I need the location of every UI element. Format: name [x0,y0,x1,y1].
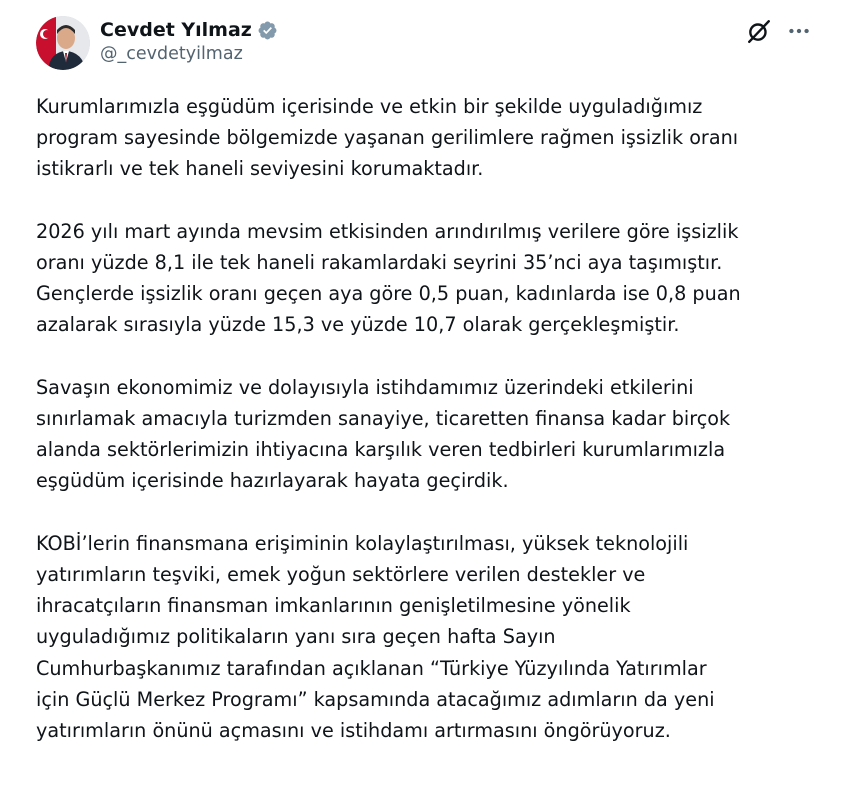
text-line: Savaşın ekonomimiz ve dolayısıyla istihdamımız üzerindeki etkilerini [36,375,694,399]
tweet-paragraph [36,528,816,746]
tweet-paragraph [36,91,816,185]
text-line: uyguladığımız politikaların yanı sıra geçen hafta Sayın [36,625,556,649]
text-line: oranı yüzde 8,1 ile tek haneli rakamlardaki seyrini 35’nci aya taşımıştır. [36,251,723,274]
text-line: istikrarlı ve tek haneli seviyesini korumaktadır. [36,157,484,181]
text-line: eşgüdüm içerisinde hazırlayarak hayata geçirdik. [36,469,509,493]
grok-icon[interactable] [746,18,772,44]
text-line: için Güçlü Merkez Programı” kapsamında atacağımız adımların da yeni [36,687,715,711]
paragraph-gap [36,341,816,372]
tweet-paragraph [36,216,816,341]
text-line: KOBİ’lerin finansmana erişiminin kolaylaştırılması, yüksek teknolojili [36,531,689,555]
text-line: Gençlerde işsizlik oranı geçen aya göre 0,5 puan, kadınlarda ise 0,8 puan [36,282,741,306]
text-line: Kurumlarımızla eşgüdüm içerisinde ve etkin bir şekilde uyguladığımız [36,95,703,118]
paragraph-gap [36,185,816,216]
tweet-header [36,16,278,72]
text-line: program sayesinde bölgemizde yaşanan gerilimlere rağmen işsizlik oranı [36,126,739,150]
text-line: 2026 yılı mart ayında mevsim etkisinden arındırılmış verilere göre işsizlik [36,219,739,243]
text-line: yatırımların teşviki, emek yoğun sektörlere verilen destekler ve [36,563,646,586]
author-names [100,16,278,64]
text-line: sınırlamak amacıyla turizmden sanayiye, ticaretten finansa kadar birçok [36,407,731,430]
text-line: alanda sektörlerimizin ihtiyacına karşılık veren tedbirleri kurumlarımızla [36,438,726,462]
text-line: Cumhurbaşkanımız tarafından açıklanan “Türkiye Yüzyılında Yatırımlar [36,656,707,680]
more-icon[interactable] [786,18,812,44]
tweet-paragraph [36,372,816,497]
paragraph-gap [36,497,816,528]
author-display-name[interactable]: Cevdet Yılmaz [100,19,252,41]
text-line: yatırımların önünü açmasını ve istihdamı artırmasını öngörüyoruz. [36,719,671,743]
avatar[interactable] [36,16,90,70]
name-row [100,17,278,43]
tweet-text [36,91,816,746]
verified-badge-icon[interactable] [257,20,278,41]
text-line: azalarak sırasıyla yüzde 15,3 ve yüzde 10,7 olarak gerçekleşmiştir. [36,313,680,337]
tweet-actions [746,18,812,44]
author-handle[interactable]: @_cevdetyilmaz [100,44,243,64]
text-line: ihracatçıların finansman imkanlarının genişletilmesine yönelik [36,594,631,618]
